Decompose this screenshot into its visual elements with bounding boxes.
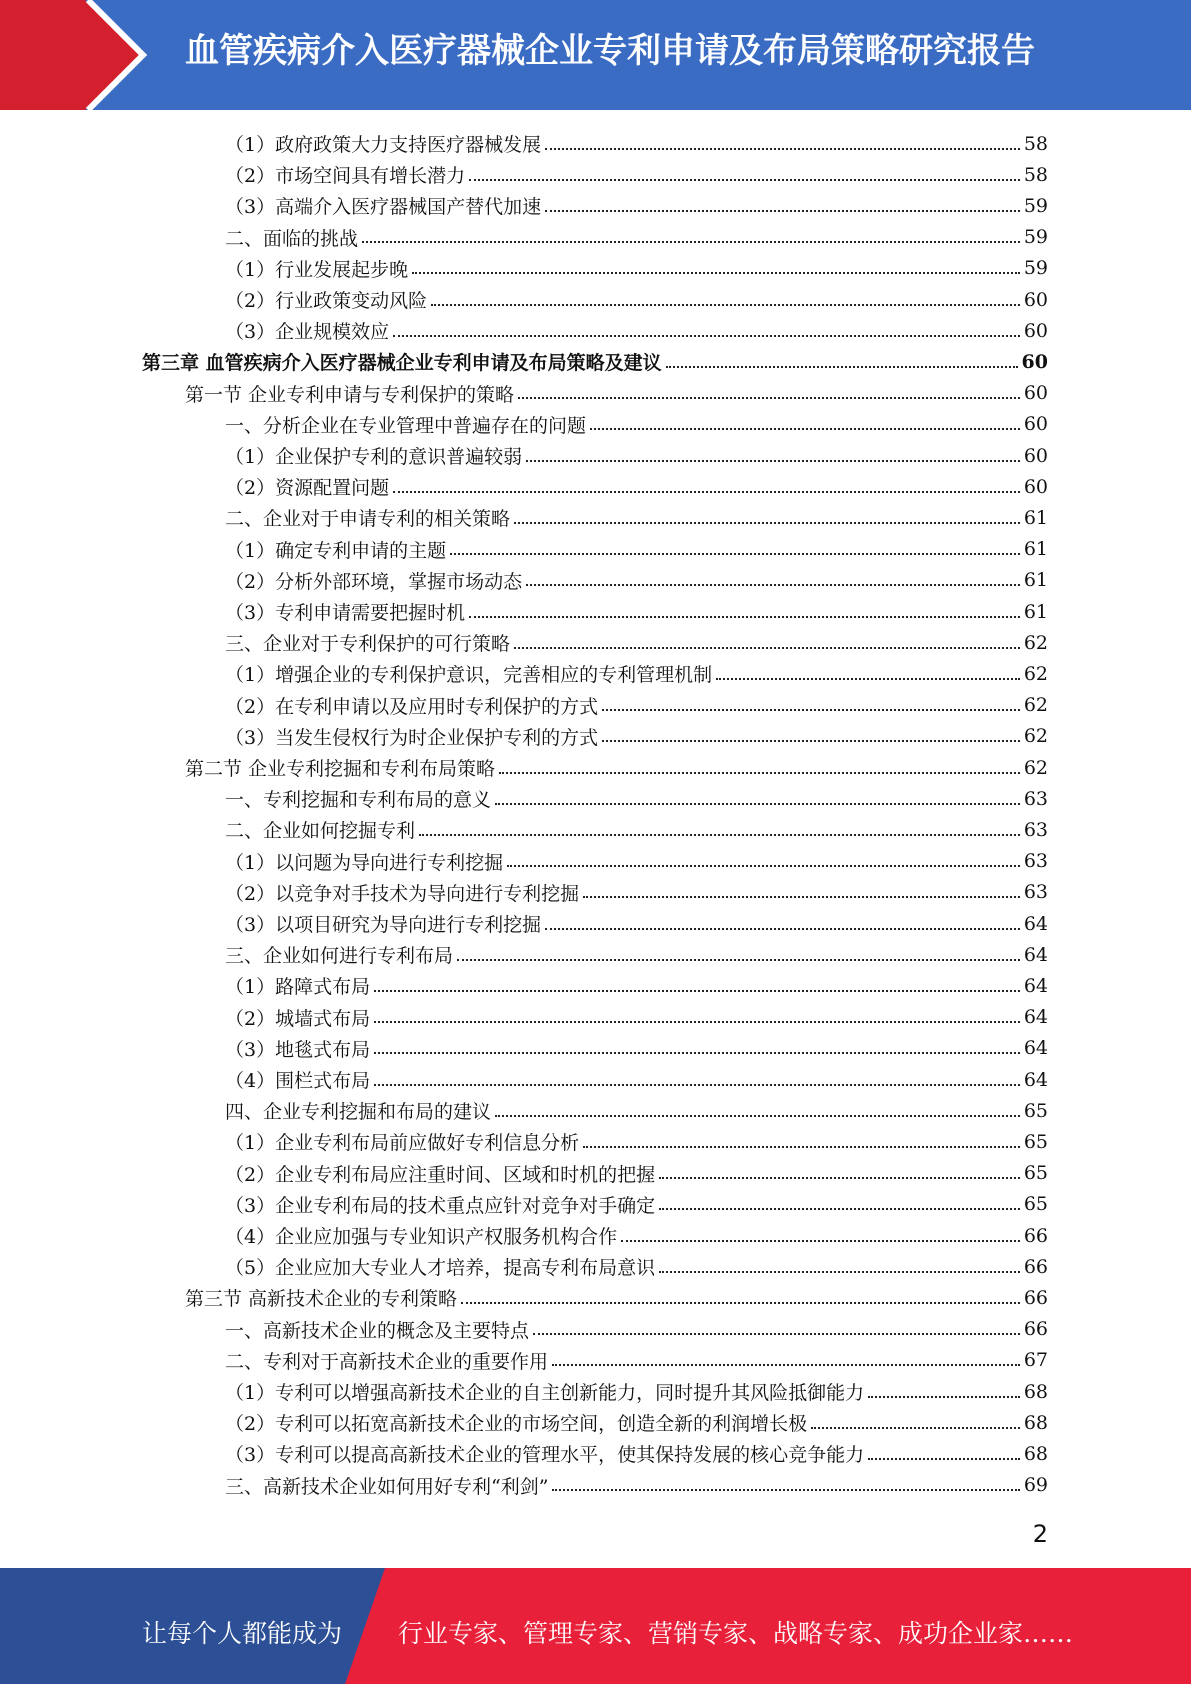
toc-leader-dots (716, 678, 1020, 680)
toc-leader-dots (450, 553, 1020, 555)
toc-entry-page: 63 (1023, 787, 1048, 810)
toc-leader-dots (507, 865, 1020, 867)
toc-entry-page: 60 (1023, 319, 1048, 342)
toc-entry-title: （3）专利可以提高高新技术企业的管理水平，使其保持发展的核心竞争能力 (225, 1444, 865, 1467)
toc-leader-dots (590, 428, 1020, 430)
toc-entry-title: 三、高新技术企业如何用好专利“利剑” (225, 1475, 549, 1498)
toc-entry-title: 一、专利挖掘和专利布局的意义 (225, 789, 492, 812)
toc-leader-dots (552, 1489, 1019, 1491)
toc-leader-dots (412, 272, 1020, 274)
toc-leader-dots (374, 1021, 1020, 1023)
toc-leader-dots (659, 1271, 1020, 1273)
toc-entry-title: （3）以项目研究为导向进行专利挖掘 (225, 914, 542, 936)
toc-entry-title: （3）当发生侵权行为时企业保护专利的方式 (225, 726, 599, 749)
toc-leader-dots (868, 1458, 1020, 1460)
toc-leader-dots (374, 990, 1020, 992)
toc-entry-page: 58 (1023, 132, 1048, 155)
toc-entry-page: 59 (1023, 257, 1048, 280)
toc-entry-page: 62 (1023, 631, 1048, 654)
toc-entry-page: 62 (1023, 694, 1048, 717)
toc-entry-page: 64 (1023, 912, 1048, 935)
toc-leader-dots (868, 1396, 1020, 1398)
toc-entry-title: （1）以问题为导向进行专利挖掘 (225, 851, 504, 874)
toc-entry-page: 59 (1023, 194, 1048, 217)
toc-entry-page: 61 (1023, 538, 1048, 561)
toc-entry-title: （1）增强企业的专利保护意识，完善相应的专利管理机制 (225, 664, 713, 687)
toc-entry[interactable] (225, 159, 1048, 190)
toc-entry[interactable] (225, 1064, 1048, 1095)
toc-leader-dots (362, 241, 1020, 243)
toc-entry-page: 66 (1023, 1255, 1048, 1278)
footer-slogan-left: 让每个人都能成为 (142, 1619, 343, 1648)
toc-leader-dots (469, 179, 1020, 181)
toc-entry-title: （1）确定专利申请的主题 (225, 539, 447, 562)
toc-entry-title: （3）企业专利布局的技术重点应针对竞争对手确定 (225, 1194, 656, 1217)
toc-entry[interactable] (225, 939, 1048, 970)
toc-leader-dots (666, 366, 1018, 368)
toc-entry-title: （1）企业专利布局前应做好专利信息分析 (225, 1132, 580, 1155)
toc-entry-page: 67 (1023, 1349, 1048, 1372)
toc-leader-dots (461, 1302, 1020, 1304)
toc-leader-dots (431, 304, 1020, 306)
toc-entry-title: 第三章 血管疾病介入医疗器械企业专利申请及布局策略及建议 (142, 352, 662, 375)
toc-entry[interactable] (225, 565, 1048, 596)
page-number: 2 (1032, 1520, 1048, 1548)
toc-entry-title: 一、分析企业在专业管理中普遍存在的问题 (225, 414, 587, 437)
toc-entry-page: 64 (1023, 1006, 1048, 1029)
toc-entry-title: （2）资源配置问题 (225, 477, 390, 500)
toc-leader-dots (545, 210, 1020, 212)
toc-entry-page: 65 (1023, 1099, 1048, 1122)
toc-entry[interactable] (142, 346, 1048, 377)
toc-entry-title: 二、面临的挑战 (225, 227, 359, 250)
toc-entry[interactable] (185, 752, 1048, 783)
toc-leader-dots (602, 709, 1020, 711)
toc-entry[interactable] (225, 1189, 1048, 1220)
document-title: 血管疾病介入医疗器械企业专利申请及布局策略研究报告 (185, 31, 1035, 71)
toc-leader-dots (811, 1427, 1020, 1429)
toc-leader-dots (518, 397, 1020, 399)
toc-leader-dots (457, 959, 1020, 961)
toc-leader-dots (469, 616, 1020, 618)
toc-entry-page: 63 (1023, 881, 1048, 904)
toc-entry-page: 66 (1023, 1224, 1048, 1247)
toc-entry[interactable] (225, 1407, 1048, 1438)
toc-entry-page: 68 (1023, 1411, 1048, 1434)
toc-entry-page: 65 (1023, 1193, 1048, 1216)
toc-entry-title: 二、企业对于申请专利的相关策略 (225, 508, 511, 531)
toc-entry-title: 第三节 高新技术企业的专利策略 (185, 1288, 458, 1311)
toc-entry-page: 69 (1023, 1474, 1048, 1497)
toc-entry-page: 61 (1023, 569, 1048, 592)
toc-leader-dots (602, 740, 1020, 742)
page-footer (0, 1568, 1191, 1684)
toc-entry-title: 三、企业如何进行专利布局 (225, 945, 454, 968)
toc-entry[interactable] (225, 814, 1048, 845)
toc-leader-dots (583, 1146, 1020, 1148)
toc-entry[interactable] (225, 440, 1048, 471)
toc-entry-title: （2）行业政策变动风险 (225, 290, 428, 312)
toc-entry-page: 61 (1023, 600, 1048, 623)
toc-entry-title: 二、企业如何挖掘专利 (225, 820, 416, 843)
toc-entry[interactable] (185, 1282, 1048, 1313)
toc-entry-page: 65 (1023, 1130, 1048, 1153)
toc-leader-dots (583, 896, 1020, 898)
toc-entry-title: （5）企业应加大专业人才培养，提高专利布局意识 (225, 1257, 656, 1280)
toc-leader-dots (419, 834, 1020, 836)
toc-entry-page: 61 (1023, 506, 1048, 529)
toc-entry-page: 62 (1023, 725, 1048, 748)
toc-entry[interactable] (225, 253, 1048, 284)
toc-entry[interactable] (225, 1033, 1048, 1064)
toc-entry[interactable] (225, 1220, 1048, 1251)
toc-entry-title: 第一节 企业专利申请与专利保护的策略 (185, 383, 515, 406)
toc-entry-page: 65 (1023, 1162, 1048, 1185)
toc-leader-dots (659, 1208, 1020, 1210)
toc-leader-dots (495, 1115, 1020, 1117)
toc-leader-dots (621, 1240, 1020, 1242)
toc-leader-dots (495, 803, 1020, 805)
toc-entry[interactable] (225, 284, 1048, 315)
toc-entry-page: 64 (1023, 1037, 1048, 1060)
toc-entry[interactable] (225, 627, 1048, 658)
toc-entry-page: 60 (1021, 350, 1048, 373)
toc-entry-page: 64 (1023, 1068, 1048, 1091)
toc-entry-page: 66 (1023, 1286, 1048, 1309)
toc-entry[interactable] (225, 658, 1048, 689)
toc-leader-dots (514, 522, 1020, 524)
toc-entry-title: （3）专利申请需要把握时机 (225, 602, 466, 624)
toc-entry-page: 59 (1023, 226, 1048, 249)
toc-entry[interactable] (225, 908, 1048, 939)
toc-entry-page: 60 (1023, 382, 1048, 405)
toc-entry-title: （3）高端介入医疗器械国产替代加速 (225, 196, 542, 219)
toc-entry-title: （1）行业发展起步晚 (225, 258, 409, 281)
toc-entry-page: 58 (1023, 163, 1048, 186)
toc-entry-title: 三、企业对于专利保护的可行策略 (225, 633, 511, 656)
toc-entry[interactable] (225, 596, 1048, 627)
toc-leader-dots (526, 584, 1020, 586)
toc-entry[interactable] (225, 1002, 1048, 1033)
toc-entry[interactable] (225, 1438, 1048, 1469)
toc-entry[interactable] (225, 1095, 1048, 1126)
toc-entry-title: 第二节 企业专利挖掘和专利布局策略 (185, 758, 496, 780)
toc-entry[interactable] (225, 721, 1048, 752)
toc-entry[interactable] (225, 190, 1048, 221)
toc-entry-page: 60 (1023, 288, 1048, 311)
toc-entry-title: （2）分析外部环境，掌握市场动态 (225, 570, 523, 593)
toc-entry-page: 63 (1023, 818, 1048, 841)
toc-entry-title: 一、高新技术企业的概念及主要特点 (225, 1319, 530, 1342)
toc-entry[interactable] (225, 846, 1048, 877)
toc-leader-dots (499, 772, 1020, 774)
toc-entry[interactable] (225, 970, 1048, 1001)
toc-entry-title: （2）以竞争对手技术为导向进行专利挖掘 (225, 882, 580, 905)
toc-entry-page: 68 (1023, 1380, 1048, 1403)
toc-entry-title: （4）企业应加强与专业知识产权服务机构合作 (225, 1226, 618, 1248)
toc-entry-page: 68 (1023, 1442, 1048, 1465)
toc-entry-title: （2）专利可以拓宽高新技术企业的市场空间，创造全新的利润增长极 (225, 1413, 808, 1436)
toc-entry[interactable] (225, 502, 1048, 533)
toc-entry[interactable] (225, 409, 1048, 440)
toc-entry-title: （2）企业专利布局应注重时间、区域和时机的把握 (225, 1163, 656, 1186)
toc-leader-dots (374, 1084, 1020, 1086)
toc-entry[interactable] (225, 1158, 1048, 1189)
toc-entry-page: 60 (1023, 444, 1048, 467)
toc-entry-title: 四、企业专利挖掘和布局的建议 (225, 1101, 492, 1124)
toc-entry-page: 64 (1023, 943, 1048, 966)
toc-entry[interactable] (225, 1345, 1048, 1376)
toc-entry[interactable] (225, 128, 1048, 159)
toc-leader-dots (545, 928, 1020, 930)
toc-entry-title: （2）市场空间具有增长潜力 (225, 165, 466, 188)
toc-entry[interactable] (185, 378, 1048, 409)
toc-entry[interactable] (225, 222, 1048, 253)
toc-entry[interactable] (225, 783, 1048, 814)
toc-entry[interactable] (225, 877, 1048, 908)
toc-leader-dots (526, 460, 1020, 462)
toc-entry[interactable] (225, 1314, 1048, 1345)
toc-entry[interactable] (225, 1251, 1048, 1282)
toc-entry-page: 62 (1023, 756, 1048, 779)
toc-entry[interactable] (225, 315, 1048, 346)
toc-leader-dots (545, 148, 1020, 150)
toc-entry[interactable] (225, 1470, 1048, 1501)
toc-leader-dots (393, 335, 1020, 337)
footer-slogan-right: 行业专家、管理专家、营销专家、战略专家、成功企业家…… (398, 1619, 1074, 1648)
toc-entry[interactable] (225, 534, 1048, 565)
toc-entry-title: （1）路障式布局 (225, 976, 371, 999)
toc-leader-dots (393, 491, 1020, 493)
toc-entry-title: （4）围栏式布局 (225, 1070, 371, 1092)
toc-entry-page: 60 (1023, 413, 1048, 436)
toc-leader-dots (514, 647, 1020, 649)
toc-entry[interactable] (225, 471, 1048, 502)
page-header (0, 0, 1191, 110)
toc-entry-title: （3）企业规模效应 (225, 321, 390, 344)
toc-entry-title: 二、专利对于高新技术企业的重要作用 (225, 1350, 549, 1373)
toc-leader-dots (552, 1364, 1020, 1366)
toc-entry-page: 60 (1023, 475, 1048, 498)
toc-entry[interactable] (225, 690, 1048, 721)
toc-entry[interactable] (225, 1376, 1048, 1407)
toc-entry-title: （1）政府政策大力支持医疗器械发展 (225, 134, 542, 156)
toc-entry-title: （1）企业保护专利的意识普遍较弱 (225, 446, 523, 468)
toc-entry-page: 63 (1023, 850, 1048, 873)
toc-leader-dots (659, 1177, 1020, 1179)
toc-entry-page: 62 (1023, 662, 1048, 685)
toc-entry-page: 64 (1023, 974, 1048, 997)
toc-entry-title: （3）地毯式布局 (225, 1038, 371, 1061)
toc-leader-dots (533, 1333, 1020, 1335)
toc-entry-title: （2）在专利申请以及应用时专利保护的方式 (225, 695, 599, 718)
toc-entry-page: 66 (1023, 1318, 1048, 1341)
toc-entry[interactable] (225, 1126, 1048, 1157)
header-red-arrow (0, 0, 150, 110)
toc-leader-dots (374, 1052, 1020, 1054)
toc-entry-title: （2）城墙式布局 (225, 1007, 371, 1030)
toc-entry-title: （1）专利可以增强高新技术企业的自主创新能力，同时提升其风险抵御能力 (225, 1382, 865, 1404)
